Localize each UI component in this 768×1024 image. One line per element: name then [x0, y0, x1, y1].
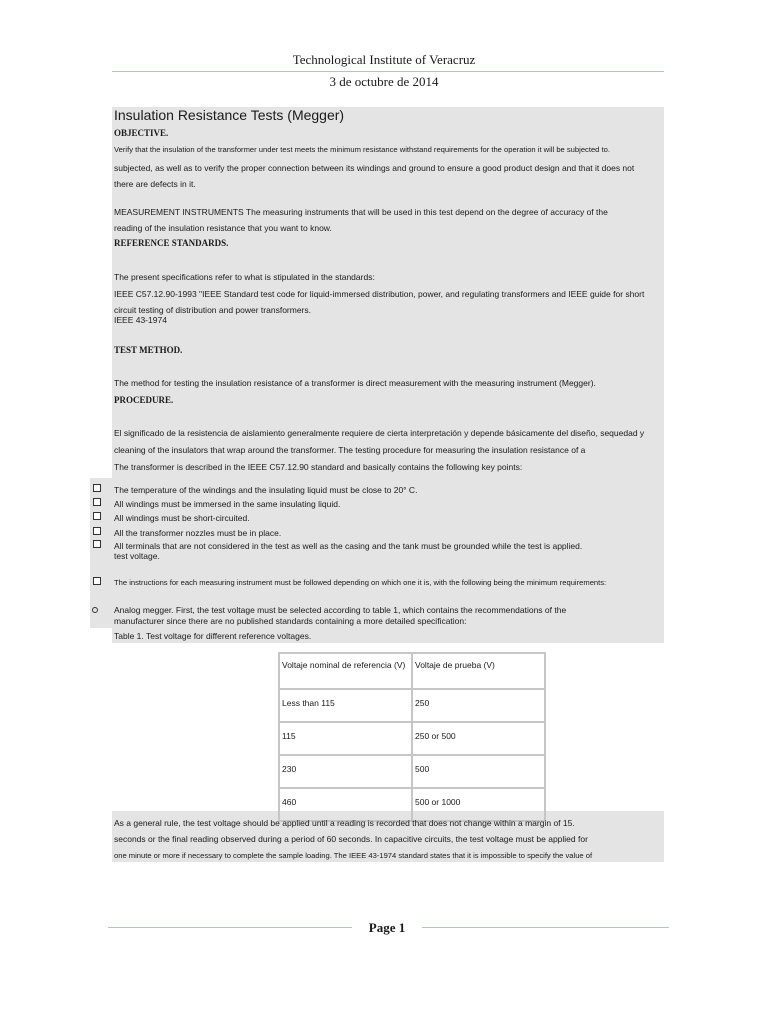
standards-line-2: IEEE C57.12.90-1993 "IEEE Standard test code for liquid-immersed distribution, power, and regulating transformers and IEEE guide for short — [114, 289, 645, 299]
procedure-heading: PROCEDURE. — [114, 395, 174, 405]
standards-line-1: The present specifications refer to what is stipulated in the standards: — [114, 272, 375, 282]
analog-line-2: manufacturer since there are no published standards containing a more detailed specification: — [114, 616, 467, 626]
table-cell: Less than 115 — [279, 689, 412, 722]
table-cell: 460 — [279, 788, 412, 821]
procedure-line-2: cleaning of the insulators that wrap around the transformer. The testing procedure for measuring the insulation resistance of a — [114, 445, 586, 455]
procedure-line-1: El significado de la resistencia de aislamiento generalmente requiere de cierta interpretación y depende básicamente del diseño, sequedad y — [114, 428, 645, 438]
bullet-box-icon — [93, 577, 101, 585]
bullet-item: All terminals that are not considered in the test as well as the casing and the tank must be grounded while the test is applied. — [114, 541, 583, 551]
bullet-box-icon — [93, 527, 101, 535]
method-line-1: The method for testing the insulation resistance of a transformer is direct measurement with the measuring instrument (Megger). — [114, 378, 596, 388]
objective-line-3: there are defects in it. — [114, 179, 196, 189]
bullet-item: All windings must be immersed in the same insulating liquid. — [114, 499, 341, 509]
table-cell: 115 — [279, 722, 412, 755]
header-institution: Technological Institute of Veracruz — [292, 52, 476, 67]
bullet-item: All windings must be short-circuited. — [114, 513, 250, 523]
bullet-box-icon — [93, 540, 101, 548]
bullet-box-icon — [93, 498, 101, 506]
table-row — [279, 689, 545, 722]
voltage-table — [278, 652, 546, 822]
table-cell: 250 or 500 — [412, 722, 545, 755]
footer-divider-right — [422, 927, 669, 928]
header-date: 3 de octubre de 2014 — [329, 74, 439, 89]
table-header-cell: Voltaje nominal de referencia (V) — [279, 653, 412, 689]
document-title: Insulation Resistance Tests (Megger) — [114, 107, 345, 123]
table-header-row — [279, 653, 545, 689]
bullet-box-icon — [93, 484, 101, 492]
table-header-cell: Voltaje de prueba (V) — [412, 653, 545, 689]
instruments-line-2: reading of the insulation resistance that you want to know. — [114, 223, 332, 233]
standards-line-3: circuit testing of distribution and power transformers. — [114, 305, 312, 315]
objective-line-2: subjected, as well as to verify the proper connection between its windings and ground to ensure a good product design and that it does not — [114, 163, 635, 173]
table-caption: Table 1. Test voltage for different reference voltages. — [114, 631, 312, 641]
instruments-line-1: MEASUREMENT INSTRUMENTS The measuring instruments that will be used in this test depend on the degree of accuracy of the — [114, 207, 608, 217]
table-row — [279, 755, 545, 788]
procedure-line-3: The transformer is described in the IEEE C57.12.90 standard and basically contains the following key points: — [114, 462, 523, 472]
objective-line-1: Verify that the insulation of the transformer under test meets the minimum resistance withstand requirements for the operation it will be subjected to. — [114, 145, 610, 154]
standards-heading: REFERENCE STANDARDS. — [114, 238, 229, 248]
table-cell: 500 or 1000 — [412, 788, 545, 821]
bullet-item: All the transformer nozzles must be in place. — [114, 528, 282, 538]
bullet-box-icon — [93, 512, 101, 520]
rule-line-2: seconds or the final reading observed during a period of 60 seconds. In capacitive circuits, the test voltage must be applied for — [114, 834, 588, 844]
objective-heading: OBJECTIVE. — [114, 128, 169, 138]
header-divider — [112, 71, 664, 72]
rule-line-3: one minute or more if necessary to complete the sample loading. The IEEE 43-1974 standard states that it is impossible to specify the value of — [114, 851, 593, 860]
table-row — [279, 722, 545, 755]
page-number: Page 1 — [368, 920, 406, 935]
footer-divider-left — [108, 927, 352, 928]
bullet-item: The temperature of the windings and the insulating liquid must be close to 20° C. — [114, 485, 418, 495]
standards-line-4: IEEE 43-1974 — [114, 315, 167, 325]
instructions-bullet: The instructions for each measuring instrument must be followed depending on which one it is, with the following being the minimum requirements: — [114, 578, 607, 587]
circle-bullet-icon — [92, 607, 98, 613]
rule-line-1: As a general rule, the test voltage should be applied until a reading is recorded that does not change within a margin of 15. — [114, 818, 575, 828]
table-cell: 500 — [412, 755, 545, 788]
table-cell: 250 — [412, 689, 545, 722]
table-cell: 230 — [279, 755, 412, 788]
method-heading: TEST METHOD. — [114, 345, 183, 355]
analog-line-1: Analog megger. First, the test voltage must be selected according to table 1, which contains the recommendations of the — [114, 605, 567, 615]
table-row — [279, 788, 545, 821]
bullet-continuation: test voltage. — [114, 551, 160, 561]
